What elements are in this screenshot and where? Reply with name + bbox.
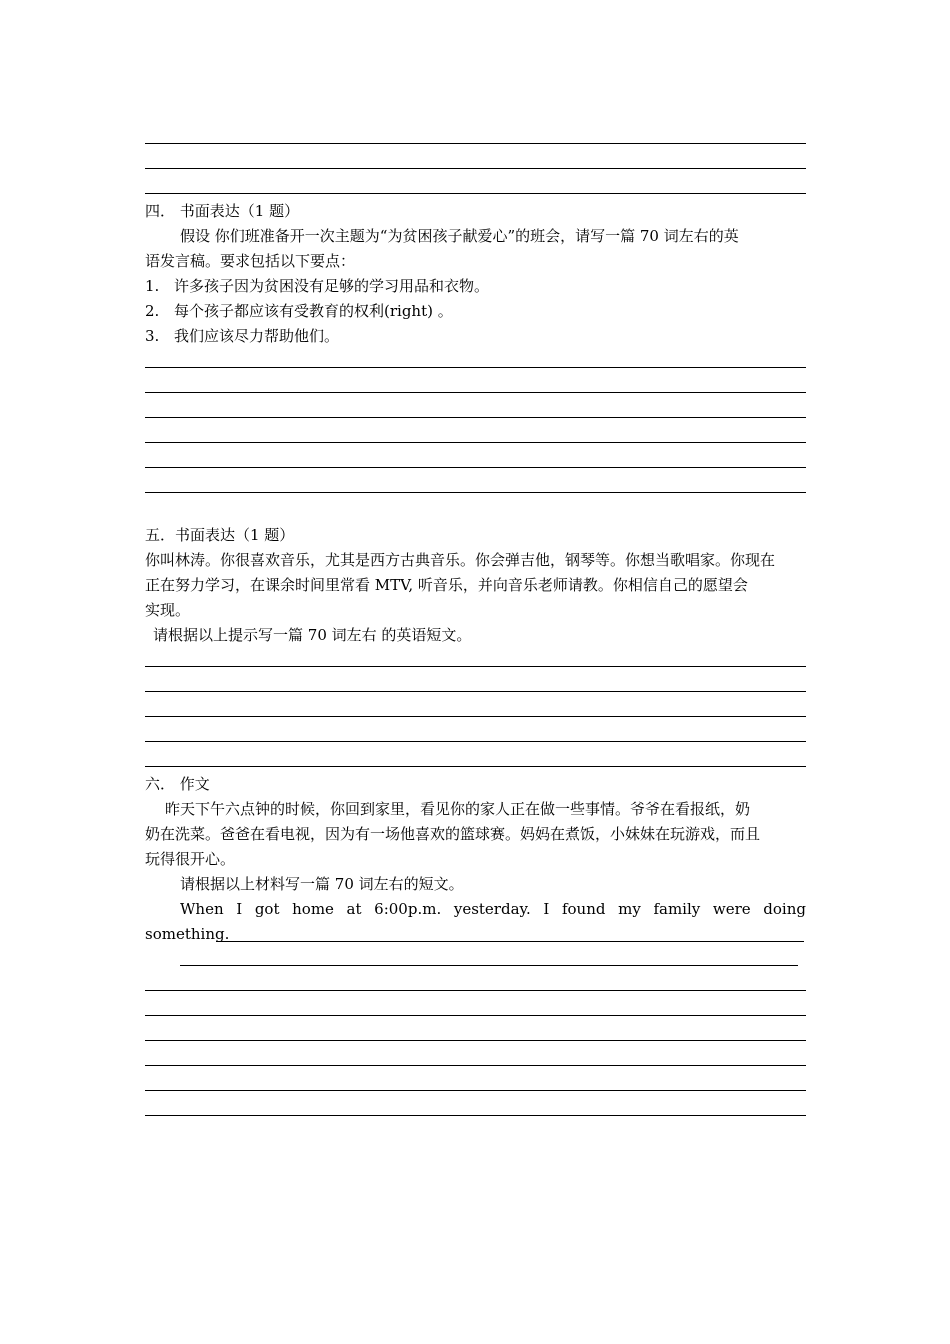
- answer-line[interactable]: [145, 1090, 806, 1091]
- answer-line[interactable]: [145, 1040, 806, 1041]
- answer-line[interactable]: [145, 392, 806, 393]
- section-5-line-3: 实现。: [145, 601, 191, 619]
- answer-line[interactable]: [180, 965, 798, 966]
- answer-line[interactable]: [145, 1115, 806, 1116]
- answer-line: [145, 143, 806, 144]
- section-5-line-2: 正在努力学习，在课余时间里常看 MTV, 听音乐，并向音乐老师请教。你相信自己的愿望会: [145, 576, 748, 594]
- section-4-intro-line-1: 假设 你们班准备开一次主题为“为贫困孩子献爱心”的班会，请写一篇 70 词左右的英: [180, 227, 739, 245]
- starter-sentence-text: When I got home at 6:00p.m. yesterday. I found my family were doing: [180, 900, 806, 918]
- answer-line[interactable]: [145, 467, 806, 468]
- answer-line[interactable]: [145, 1015, 806, 1016]
- section-5-heading: 五．书面表达（1 题）: [145, 526, 295, 544]
- starter-sentence-line-1: [180, 897, 806, 922]
- answer-line[interactable]: [145, 766, 806, 767]
- point-text: 每个孩子都应该有受教育的权利(right) 。: [174, 302, 453, 320]
- point-text: 许多孩子因为贫困没有足够的学习用品和衣物。: [174, 277, 490, 295]
- answer-line[interactable]: [145, 442, 806, 443]
- section-4-intro-line-2: 语发言稿。要求包括以下要点：: [145, 252, 356, 270]
- section-6-line-3: 玩得很开心。: [145, 850, 236, 868]
- point-number: 1.: [145, 277, 160, 295]
- answer-line[interactable]: [145, 367, 806, 368]
- answer-line: [145, 168, 806, 169]
- answer-line[interactable]: [216, 941, 804, 942]
- answer-line[interactable]: [145, 492, 806, 493]
- section-6-instruction: 请根据以上材料写一篇 70 词左右的短文。: [180, 875, 464, 893]
- section-5-line-1: 你叫林涛。你很喜欢音乐，尤其是西方古典音乐。你会弹吉他，钢琴等。你想当歌唱家。你现在: [145, 551, 776, 569]
- section-6-line-1: 昨天下午六点钟的时候，你回到家里，看见你的家人正在做一些事情。爷爷在看报纸，奶: [165, 800, 751, 818]
- answer-line[interactable]: [145, 716, 806, 717]
- section-5-instruction: 请根据以上提示写一篇 70 词左右 的英语短文。: [153, 626, 472, 644]
- answer-line[interactable]: [145, 691, 806, 692]
- answer-line[interactable]: [145, 417, 806, 418]
- section-6-line-2: 奶在洗菜。爸爸在看电视，因为有一场他喜欢的篮球赛。妈妈在煮饭，小妹妹在玩游戏，而且: [145, 825, 761, 843]
- point-number: 2.: [145, 302, 160, 320]
- answer-line: [145, 193, 806, 194]
- section-6-heading: 六． 作文: [145, 775, 210, 793]
- point-text: 我们应该尽力帮助他们。: [174, 327, 340, 345]
- answer-line[interactable]: [145, 741, 806, 742]
- point-number: 3.: [145, 327, 160, 345]
- answer-line[interactable]: [145, 990, 806, 991]
- answer-line[interactable]: [145, 666, 806, 667]
- answer-line[interactable]: [145, 1065, 806, 1066]
- starter-sentence-line-2: something.: [145, 925, 230, 943]
- section-4-heading: 四． 书面表达（1 题）: [145, 202, 300, 220]
